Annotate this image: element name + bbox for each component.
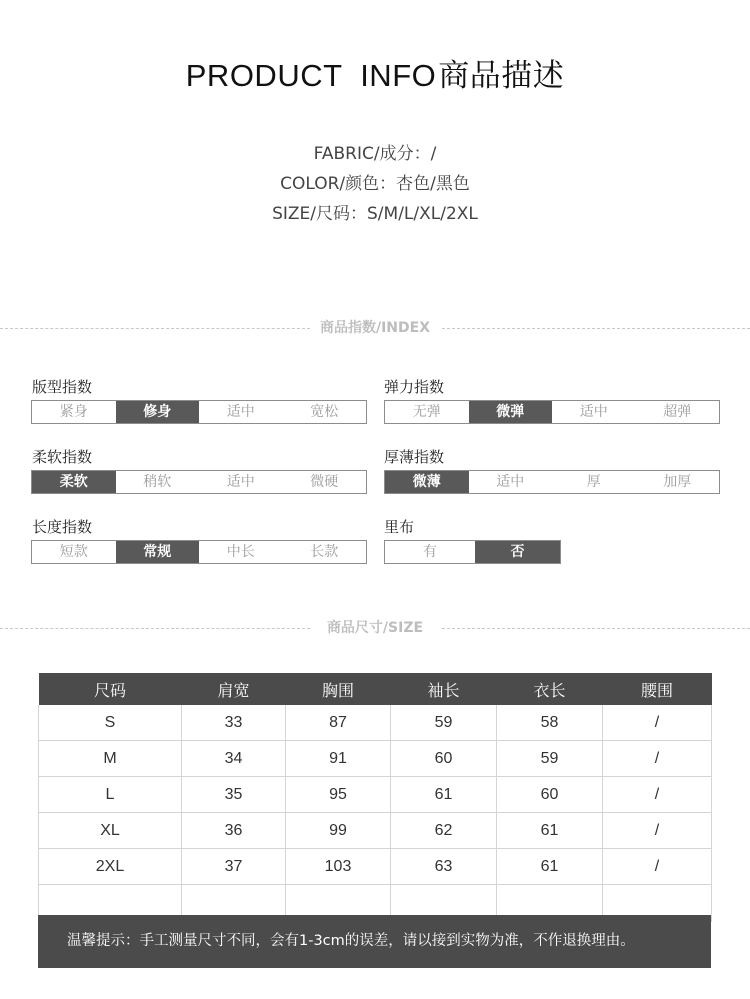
index-option: 加厚	[663, 474, 692, 490]
index-option-selected: 柔软	[32, 471, 116, 493]
table-row	[39, 777, 712, 813]
index-option: 适中	[226, 474, 255, 490]
index-title-thickness: 厚薄指数	[384, 448, 445, 466]
index-bar-lining	[384, 540, 561, 564]
index-option: 适中	[226, 404, 255, 420]
table-cell: M	[39, 741, 182, 777]
color-info: COLOR/颜色：杏色/黑色	[280, 174, 470, 194]
size-divider	[0, 618, 750, 638]
column-header: 衣长	[497, 673, 603, 705]
index-option: 稍软	[143, 474, 172, 490]
table-cell: 60	[497, 777, 603, 813]
column-header: 腰围	[603, 673, 712, 705]
table-row	[39, 741, 712, 777]
table-cell: 36	[182, 813, 286, 849]
index-option: 中长	[226, 544, 255, 560]
table-row	[39, 813, 712, 849]
title-english: PRODUCT INFO	[185, 58, 437, 93]
index-option-selected: 常规	[116, 541, 200, 563]
table-cell: 37	[182, 849, 286, 885]
index-option: 适中	[579, 404, 608, 420]
table-cell: 61	[497, 849, 603, 885]
index-option-selected: 微弹	[469, 401, 553, 423]
table-cell: S	[39, 705, 182, 741]
index-bar-softness	[31, 470, 367, 494]
table-cell: 61	[497, 813, 603, 849]
table-cell: 99	[286, 813, 391, 849]
table-cell: 59	[391, 705, 497, 741]
index-option: 微硬	[310, 474, 339, 490]
table-cell: /	[603, 705, 712, 741]
column-header: 肩宽	[182, 673, 286, 705]
index-divider	[0, 318, 750, 338]
index-option: 厚	[586, 474, 601, 490]
table-cell: 33	[182, 705, 286, 741]
index-option: 宽松	[310, 404, 339, 420]
column-header: 胸围	[286, 673, 391, 705]
table-cell: 62	[391, 813, 497, 849]
table-cell: 87	[286, 705, 391, 741]
index-option: 无弹	[412, 404, 441, 420]
size-table	[38, 673, 712, 922]
fabric-info: FABRIC/成分：/	[313, 144, 437, 164]
index-bar-length	[31, 540, 367, 564]
table-cell: 63	[391, 849, 497, 885]
index-option-selected: 微薄	[385, 471, 469, 493]
table-cell: 61	[391, 777, 497, 813]
index-option: 短款	[59, 544, 88, 560]
table-cell: /	[603, 849, 712, 885]
table-cell: 2XL	[39, 849, 182, 885]
index-bar-elasticity	[384, 400, 720, 424]
table-cell: /	[603, 813, 712, 849]
index-option: 长款	[310, 544, 339, 560]
title-chinese: 商品描述	[438, 58, 565, 93]
table-row	[39, 849, 712, 885]
index-bar-fit	[31, 400, 367, 424]
table-cell: 60	[391, 741, 497, 777]
index-option: 适中	[496, 474, 525, 490]
index-option: 紧身	[59, 404, 88, 420]
size-info: SIZE/尺码：S/M/L/XL/2XL	[272, 204, 478, 224]
table-cell: 103	[286, 849, 391, 885]
index-option-selected: 修身	[116, 401, 200, 423]
column-header: 尺码	[39, 673, 182, 705]
table-cell: /	[603, 777, 712, 813]
table-cell: 59	[497, 741, 603, 777]
size-table-header	[39, 673, 712, 705]
measurement-tip: 温馨提示：手工测量尺寸不同，会有1-3cm的误差，请以接到实物为准，不作退换理由。	[38, 915, 711, 968]
index-title-elasticity: 弹力指数	[384, 378, 445, 396]
index-title-lining: 里布	[384, 518, 415, 536]
table-cell: /	[603, 741, 712, 777]
table-cell: L	[39, 777, 182, 813]
index-title-length: 长度指数	[32, 518, 93, 536]
index-option: 有	[423, 544, 437, 560]
table-cell: 58	[497, 705, 603, 741]
table-cell: XL	[39, 813, 182, 849]
table-row	[39, 705, 712, 741]
table-cell: 35	[182, 777, 286, 813]
index-option: 超弹	[663, 404, 692, 420]
table-cell: 95	[286, 777, 391, 813]
index-title-softness: 柔软指数	[32, 448, 93, 466]
page-title	[0, 50, 750, 95]
table-cell: 34	[182, 741, 286, 777]
index-bar-thickness	[384, 470, 720, 494]
index-section-label: 商品指数/INDEX	[319, 320, 431, 336]
index-option-selected: 否	[475, 541, 560, 563]
size-section-label: 商品尺寸/SIZE	[326, 620, 424, 636]
table-cell: 91	[286, 741, 391, 777]
column-header: 袖长	[391, 673, 497, 705]
index-title-fit: 版型指数	[32, 378, 93, 396]
